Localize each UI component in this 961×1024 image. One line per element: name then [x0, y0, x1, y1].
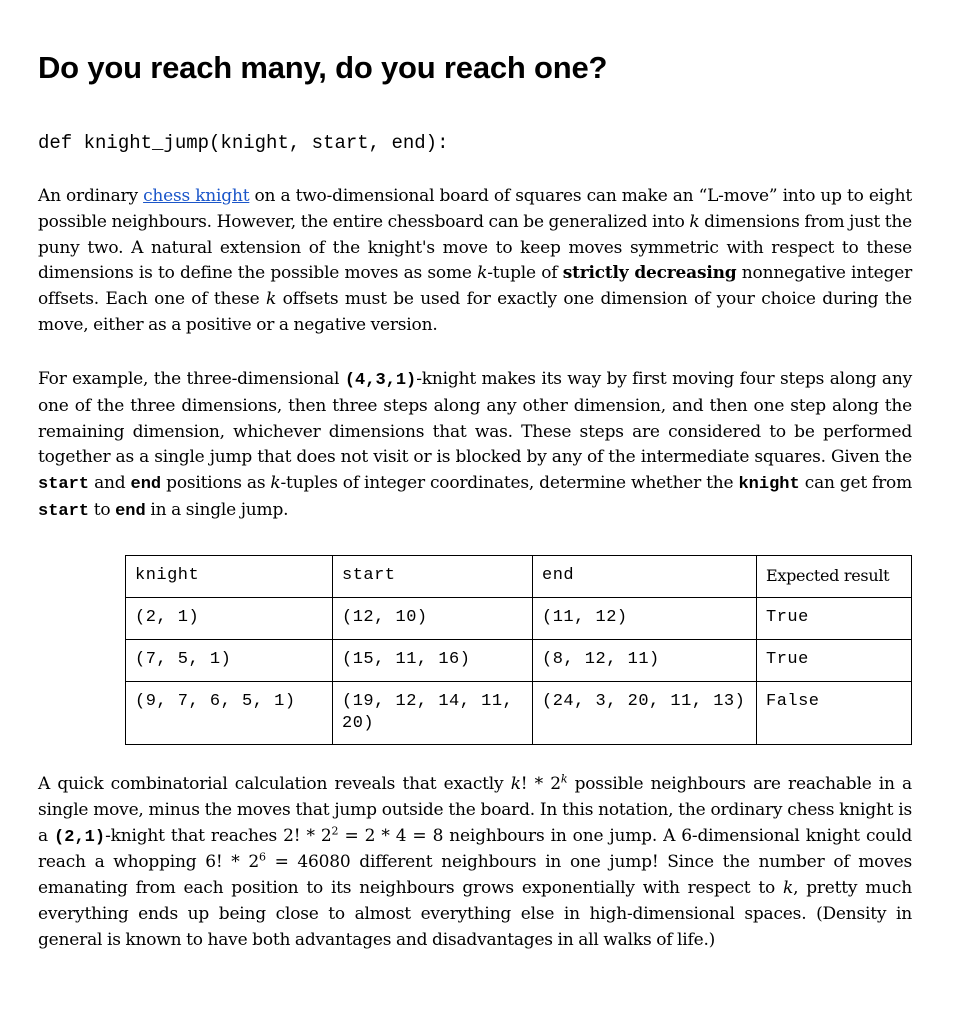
function-signature: def knight_jump(knight, start, end):	[38, 132, 449, 154]
combinatorics-paragraph: A quick combinatorial calculation reveals that exactly k! * 2$^k$ possible neighbours are reachable in a single move, minus the moves that jump outside the board. In this notation, the ordinary chess knight is a (2,1)-knight that reaches 2! * $2^2 = 2 * 4 = 8$ neighbours in one jump. A 6-dimensional knight could reach a whopping 6! * $2^6 = 46080$ different neighbours in one jump! Since the number of moves emanating from each position to its neighbours grows exponentially with respect to k, pretty much everything ends up being close to almost everything else in high-dimensional spaces. (Density in general is known to have both advantages and disadvantages in all walks of life.)	[38, 772, 913, 950]
header-start: start	[333, 556, 533, 598]
header-expected-result: Expected result	[757, 556, 912, 598]
example-paragraph: For example, the three-dimensional (4,3,1)-knight makes its way by first moving four steps along any one of the three dimensions, then three steps along any other dimension, and then one step along the remaining dimension, whichever dimensions that was. These steps are considered to be performed together as a single jump that does not visit or is blocked by any of the intermediate squares. Given the start and end positions as k-tuples of integer coordinates, determine whether the knight can get from start to end in a single jump.	[38, 369, 913, 521]
page-title: Do you reach many, do you reach one?	[38, 50, 608, 85]
cell-start: (15, 11, 16)	[333, 640, 533, 682]
cell-knight: (9, 7, 6, 5, 1)	[126, 682, 333, 745]
cell-knight: (2, 1)	[126, 598, 333, 640]
cell-end: (11, 12)	[533, 598, 757, 640]
cell-knight: (7, 5, 1)	[126, 640, 333, 682]
table-row	[126, 598, 912, 640]
cell-end: (24, 3, 20, 11, 13)	[533, 682, 757, 745]
cell-result: True	[757, 598, 912, 640]
cell-end: (8, 12, 11)	[533, 640, 757, 682]
header-knight: knight	[126, 556, 333, 598]
strictly-decreasing-emphasis: strictly decreasing	[562, 263, 737, 284]
cell-result: False	[757, 682, 912, 745]
table-row	[126, 682, 912, 745]
examples-table	[125, 555, 912, 745]
header-end: end	[533, 556, 757, 598]
chess-knight-link[interactable]: chess knight	[143, 186, 250, 206]
intro-paragraph: An ordinary chess knight on a two-dimensional board of squares can make an “L-move” into up to eight possible neighbours. However, the entire chessboard can be generalized into k dimensions from just the puny two. A natural extension of the knight's move to keep moves symmetric with respect to these dimensions is to define the possible moves as some k-tuple of strictly decreasing nonnegative integer offsets. Each one of these k offsets must be used for exactly one dimension of your choice during the move, either as a positive or a negative version.	[38, 186, 913, 335]
cell-result: True	[757, 640, 912, 682]
table-row	[126, 640, 912, 682]
cell-start: (12, 10)	[333, 598, 533, 640]
cell-start: (19, 12, 14, 11, 20)	[333, 682, 533, 745]
table-header-row	[126, 556, 912, 598]
